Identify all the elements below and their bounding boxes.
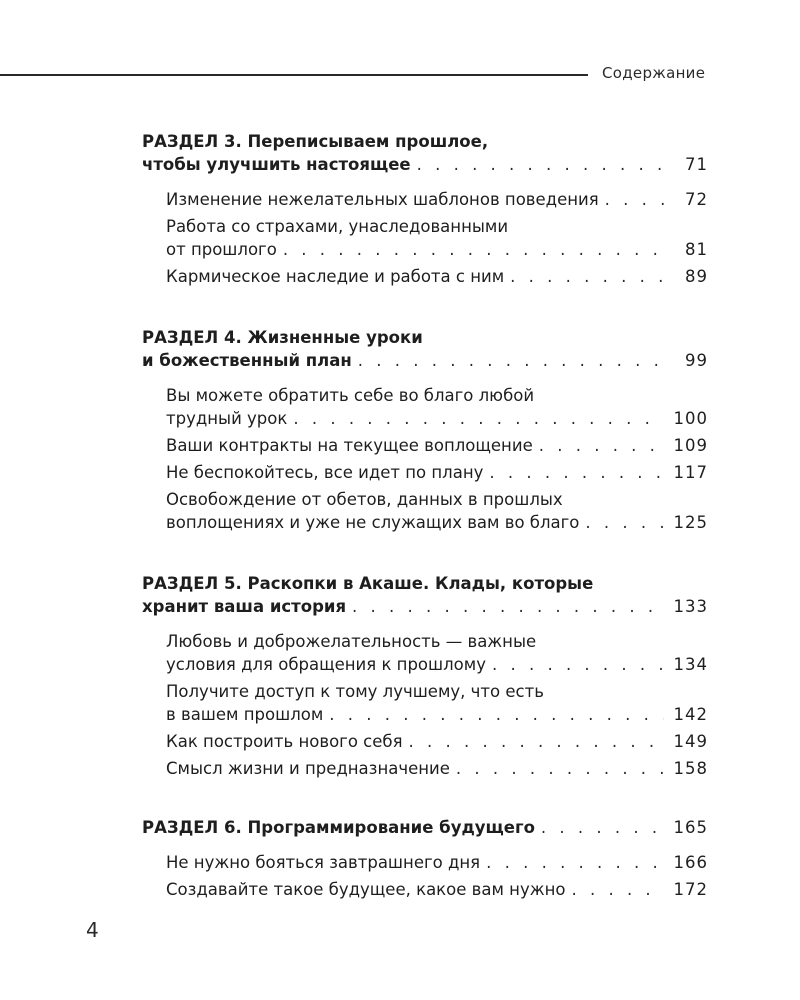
entry-title-continued: трудный урок (166, 409, 288, 428)
table-of-contents (142, 130, 708, 901)
page-ref: 71 (685, 155, 708, 174)
entry-title: Любовь и доброжелательность — важные (166, 632, 537, 651)
entry-list (142, 188, 708, 288)
dot-leader (486, 851, 664, 874)
toc-section-5 (142, 572, 708, 780)
section-heading[interactable] (142, 130, 708, 176)
entry-title: Создавайте такое будущее, какое вам нужно (166, 880, 566, 899)
page-ref: 117 (673, 463, 708, 482)
toc-entry[interactable] (166, 461, 708, 484)
section-heading[interactable] (142, 326, 708, 372)
dot-leader (571, 878, 664, 901)
header-rule (0, 74, 588, 76)
section-heading[interactable] (142, 572, 708, 618)
toc-entry[interactable] (166, 730, 708, 753)
entry-title: Кармическое наследие и работа с ним (166, 267, 505, 286)
entry-list (142, 630, 708, 780)
entry-title: Изменение нежелательных шаблонов поведения (166, 190, 599, 209)
dot-leader (585, 511, 664, 534)
running-header-title: Содержание (602, 64, 706, 82)
dot-leader (417, 153, 664, 176)
toc-entry[interactable] (166, 851, 708, 874)
page-ref: 99 (685, 351, 708, 370)
page-ref: 72 (685, 190, 708, 209)
section-title-line: хранит ваша история (142, 597, 347, 616)
page-ref: 125 (673, 513, 708, 532)
page-ref: 100 (673, 409, 708, 428)
toc-section-4 (142, 326, 708, 534)
toc-entry[interactable] (166, 878, 708, 901)
entry-title-continued: от прошлого (166, 240, 277, 259)
page-number: 4 (86, 918, 99, 942)
entry-title-continued: условия для обращения к прошлому (166, 655, 486, 674)
dot-leader (329, 703, 664, 726)
page-ref: 133 (673, 597, 708, 616)
dot-leader (489, 461, 664, 484)
section-title-line: РАЗДЕЛ 5. Раскопки в Акаше. Клады, которые (142, 574, 594, 593)
toc-entry[interactable] (166, 757, 708, 780)
page-ref: 109 (673, 436, 708, 455)
dot-leader (409, 730, 664, 753)
toc-entry[interactable] (166, 384, 708, 430)
section-title-line: РАЗДЕЛ 4. Жизненные уроки (142, 328, 423, 347)
section-title-line: чтобы улучшить настоящее (142, 155, 411, 174)
entry-title: Смысл жизни и предназначение (166, 759, 450, 778)
dot-leader (605, 188, 664, 211)
page-ref: 134 (673, 655, 708, 674)
toc-entry[interactable] (166, 680, 708, 726)
toc-section-3 (142, 130, 708, 288)
dot-leader (539, 434, 664, 457)
toc-entry[interactable] (166, 630, 708, 676)
entry-title-continued: воплощениях и уже не служащих вам во благо (166, 513, 580, 532)
entry-title: Не нужно бояться завтрашнего дня (166, 853, 481, 872)
section-heading[interactable] (142, 816, 708, 839)
entry-title: Работа со страхами, унаследованными (166, 217, 509, 236)
toc-entry[interactable] (166, 215, 708, 261)
page-ref: 172 (673, 880, 708, 899)
dot-leader (492, 653, 664, 676)
toc-entry[interactable] (166, 488, 708, 534)
entry-title: Получите доступ к тому лучшему, что есть (166, 682, 544, 701)
entry-title: Вы можете обратить себе во благо любой (166, 386, 535, 405)
entry-title: Как построить нового себя (166, 732, 403, 751)
page-ref: 149 (673, 732, 708, 751)
section-title-line: РАЗДЕЛ 6. Программирование будущего (142, 818, 535, 837)
section-title-line: и божественный план (142, 351, 352, 370)
page-ref: 81 (685, 240, 708, 259)
dot-leader (541, 816, 664, 839)
dot-leader (283, 238, 664, 261)
page-ref: 158 (673, 759, 708, 778)
dot-leader (510, 265, 664, 288)
dot-leader (293, 407, 664, 430)
entry-title: Освобождение от обетов, данных в прошлых (166, 490, 563, 509)
dot-leader (358, 349, 664, 372)
dot-leader (352, 595, 664, 618)
entry-list (142, 384, 708, 534)
entry-list (142, 851, 708, 901)
section-title-line: РАЗДЕЛ 3. Переписываем прошлое, (142, 132, 489, 151)
page-ref: 142 (673, 705, 708, 724)
dot-leader (456, 757, 664, 780)
entry-title-continued: в вашем прошлом (166, 705, 324, 724)
entry-title: Ваши контракты на текущее воплощение (166, 436, 533, 455)
page-ref: 165 (673, 818, 708, 837)
toc-entry[interactable] (166, 434, 708, 457)
toc-entry[interactable] (166, 188, 708, 211)
toc-entry[interactable] (166, 265, 708, 288)
page-ref: 166 (673, 853, 708, 872)
entry-title: Не беспокойтесь, все идет по плану (166, 463, 484, 482)
toc-section-6 (142, 816, 708, 901)
page-ref: 89 (685, 267, 708, 286)
